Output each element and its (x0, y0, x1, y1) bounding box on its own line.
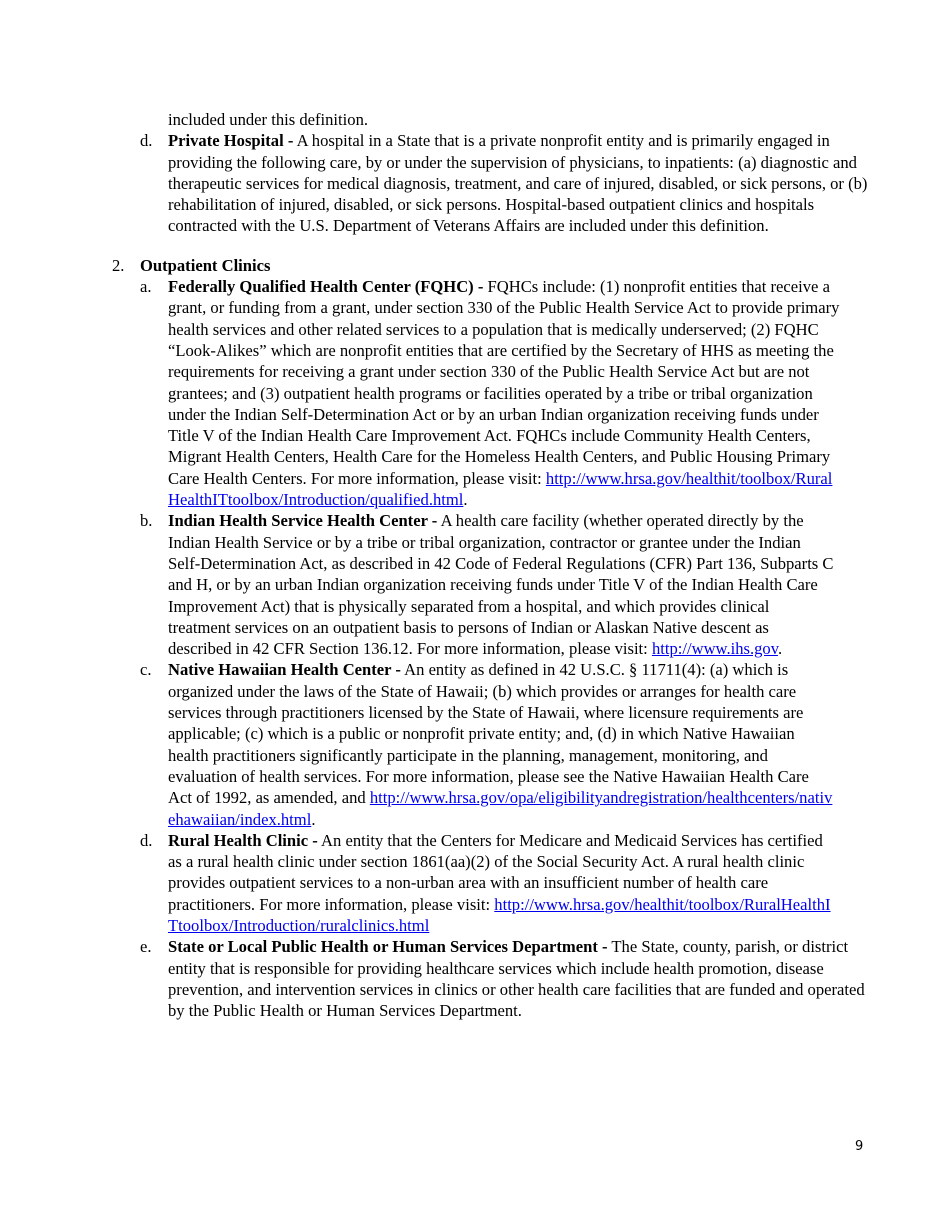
definition-text: An entity as defined in 42 U.S.C. § 11711(4): (a) which is organized under the laws of the State of Hawaii; (b) which provides or arranges for health care services through practitioners licensed by the State of Hawaii, where licensure requirements are applicable; (c) which is a public or nonprofit private entity; and, (d) in which Native Hawaiian health practitioners significantly participate in the planning, management, monitoring, and evaluation of health services. For more information, please see the Native Hawaiian Health Care Act of 1992, as amended, and (168, 660, 809, 808)
page-number: 9 (855, 1139, 864, 1154)
list-item-fqhc (0, 276, 840, 510)
definition-text: An entity that the Centers for Medicare and Medicaid Services has certified as a rural health clinic under section 1861(aa)(2) of the Social Security Act. A rural health clinic provides outpatient services to a non-urban area with an insufficient number of health care practitioners. For more information, please visit: (168, 830, 823, 914)
definition-text: A health care facility (whether operated directly by the Indian Health Service or by a tribe or tribal organization, contractor or grantee under the Indian Self-Determination Act, as described in 42 Code of Federal Regulations (CFR) Part 136, Subparts C and H, or by an urban Indian organization receiving funds under Title V of the Indian Health Care Improvement Act) that is physically separated from a hospital, and which provides clinical treatment services on an outpatient basis to persons of Indian or Alaskan Native descent as described in 42 CFR Section 136.12. For more information, please visit: (168, 511, 834, 659)
link-trailing-punctuation: . (311, 809, 316, 829)
list-item-rural-health-clinic (0, 830, 840, 936)
list-item-private-hospital (0, 130, 868, 236)
page-content (0, 109, 950, 1021)
list-item-body (168, 830, 840, 936)
continuation-text (0, 109, 950, 130)
list-item-ihs-health-center (0, 510, 836, 659)
list-item-native-hawaiian-health-center (0, 659, 836, 829)
definition-text: FQHCs include: (1) nonprofit entities that receive a grant, or funding from a grant, under section 330 of the Public Health Service Act to provide primary health services and other related services to a population that is medically underserved; (2) FQHC “Look-Alikes” which are nonprofit entities that are certified by the Secretary of HHS as meeting the requirements for receiving a grant under section 330 of the Public Health Service Act but are not grantees; and (3) outpatient health programs or facilities operated by a tribe or tribal organization under the Indian Self-Determination Act or by an urban Indian organization receiving funds under Title V of the Indian Health Care Improvement Act. FQHCs include Community Health Centers, Migrant Health Centers, Health Care for the Homeless Health Centers, and Public Housing Primary Care Health Centers. For more information, please visit: (168, 277, 840, 488)
list-item-public-health-department (0, 936, 868, 1021)
term-heading: Indian Health Service Health Center - (168, 511, 438, 531)
section-heading: Outpatient Clinics (140, 255, 271, 275)
list-marker: d. (140, 830, 153, 850)
term-heading: Native Hawaiian Health Center - (168, 660, 401, 680)
list-marker: d. (140, 131, 153, 151)
section-marker: 2. (112, 255, 125, 275)
section-outpatient-clinics (0, 255, 950, 276)
native-hawaiian-link[interactable]: http://www.hrsa.gov/opa/eligibilityandregistration/healthcenters/nativehawaiian/index.html (168, 788, 833, 829)
fqhc-link[interactable]: http://www.hrsa.gov/healthit/toolbox/RuralHealthITtoolbox/Introduction/qualified.html (168, 468, 833, 510)
list-item-body (168, 936, 868, 1021)
list-item-body (168, 130, 868, 236)
term-heading: State or Local Public Health or Human Services Department - (168, 937, 608, 957)
term-heading: Private Hospital - (168, 131, 294, 151)
link-trailing-punctuation: . (777, 639, 783, 659)
list-marker: b. (140, 511, 153, 531)
definition-text: The State, county, parish, or district entity that is responsible for providing healthcare services which include health promotion, disease prevention, and intervention services in clinics or other health care facilities that are funded and operated by the Public Health or Human Services Department. (168, 937, 865, 1021)
term-heading: Federally Qualified Health Center (FQHC) - (168, 277, 484, 297)
list-item-body (168, 659, 836, 829)
list-item-body (168, 276, 840, 510)
term-heading: Rural Health Clinic - (168, 830, 318, 850)
definition-text: A hospital in a State that is a private nonprofit entity and is primarily engaged in providing the following care, by or under the supervision of physicians, to inpatients: (a) diagnostic and therapeutic services for medical diagnosis, treatment, and care of injured, disabled, or sick persons, or (b) rehabilitation of injured, disabled, or sick persons. Hospital-based outpatient clinics and hospitals contracted with the U.S. Department of Veterans Affairs are included under this definition. (168, 131, 868, 236)
list-marker: e. (140, 937, 152, 957)
list-marker: c. (140, 660, 152, 680)
ihs-link[interactable]: http://www.ihs.gov (651, 639, 778, 659)
continuation-line: included under this definition. (168, 110, 369, 129)
list-item-body (168, 510, 836, 659)
link-trailing-punctuation: . (463, 490, 468, 510)
list-marker: a. (140, 277, 152, 297)
rural-clinics-link[interactable]: http://www.hrsa.gov/healthit/toolbox/RuralHealthITtoolbox/Introduction/ruralclinics.html (168, 894, 831, 935)
paragraph-gap (0, 237, 950, 255)
